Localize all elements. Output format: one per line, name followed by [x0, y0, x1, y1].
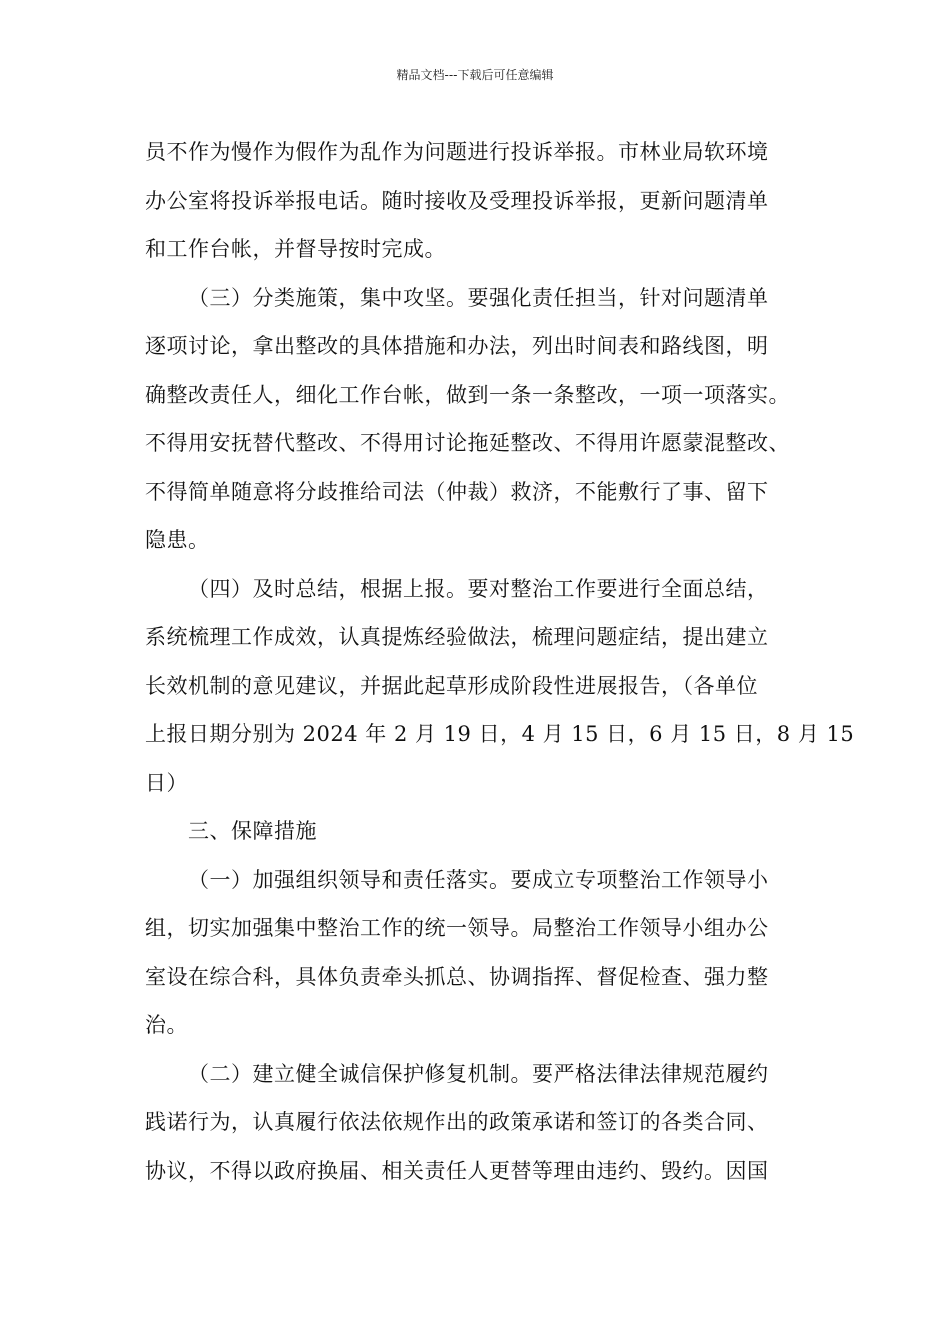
text-line: （一）加强组织领导和责任落实。要成立专项整治工作领导小: [188, 867, 769, 892]
text-line: 办公室将投诉举报电话。随时接收及受理投诉举报，更新问题清单: [145, 188, 769, 213]
text-line: 室设在综合科，具体负责牵头抓总、协调指挥、督促检查、强力整: [145, 964, 769, 989]
text-line: 确整改责任人，细化工作台帐，做到一条一条整改，一项一项落实。: [145, 382, 790, 407]
text-line: 不得简单随意将分歧推给司法（仲裁）救济，不能敷行了事、留下: [145, 479, 769, 504]
text-line: 长效机制的意见建议，并据此起草形成阶段性进展报告，（各单位: [145, 673, 758, 698]
text-line: （二）建立健全诚信保护修复机制。要严格法律法律规范履约: [188, 1061, 769, 1086]
text-line: 不得用安抚替代整改、不得用讨论拖延整改、不得用许愿蒙混整改、: [145, 431, 790, 455]
text-line: 协议，不得以政府换届、相关责任人更替等理由违约、毁约。因国: [145, 1158, 769, 1183]
document-body: [145, 128, 855, 1195]
text-line: 员不作为慢作为假作为乱作为问题进行投诉举报。市林业局软环境: [145, 140, 769, 164]
text-line: 治。: [145, 1013, 188, 1037]
text-line: （三）分类施策，集中攻坚。要强化责任担当，针对问题清单: [188, 285, 769, 310]
text-line: 逐项讨论，拿出整改的具体措施和办法，列出时间表和路线图，明: [145, 334, 769, 358]
text-line: 日）: [145, 770, 188, 795]
page-header: 精品文档---下载后可任意编辑: [396, 68, 554, 82]
text-line: 隐患。: [145, 528, 210, 552]
text-line: 践诺行为，认真履行依法依规作出的政策承诺和签订的各类合同、: [145, 1110, 769, 1134]
text-line: （四）及时总结，根据上报。要对整治工作要进行全面总结，: [188, 576, 769, 601]
text-line: 三、保障措施: [188, 819, 317, 843]
text-line: 系统梳理工作成效，认真提炼经验做法，梳理问题症结，提出建立: [145, 625, 769, 649]
text-line: 和工作台帐，并督导按时完成。: [145, 237, 446, 261]
text-line: 上报日期分别为 2024 年 2 月 19 日，4 月 15 日，6 月 15 日，8 月 15: [145, 722, 855, 746]
text-line: 组，切实加强集中整治工作的统一领导。局整治工作领导小组办公: [145, 916, 769, 940]
